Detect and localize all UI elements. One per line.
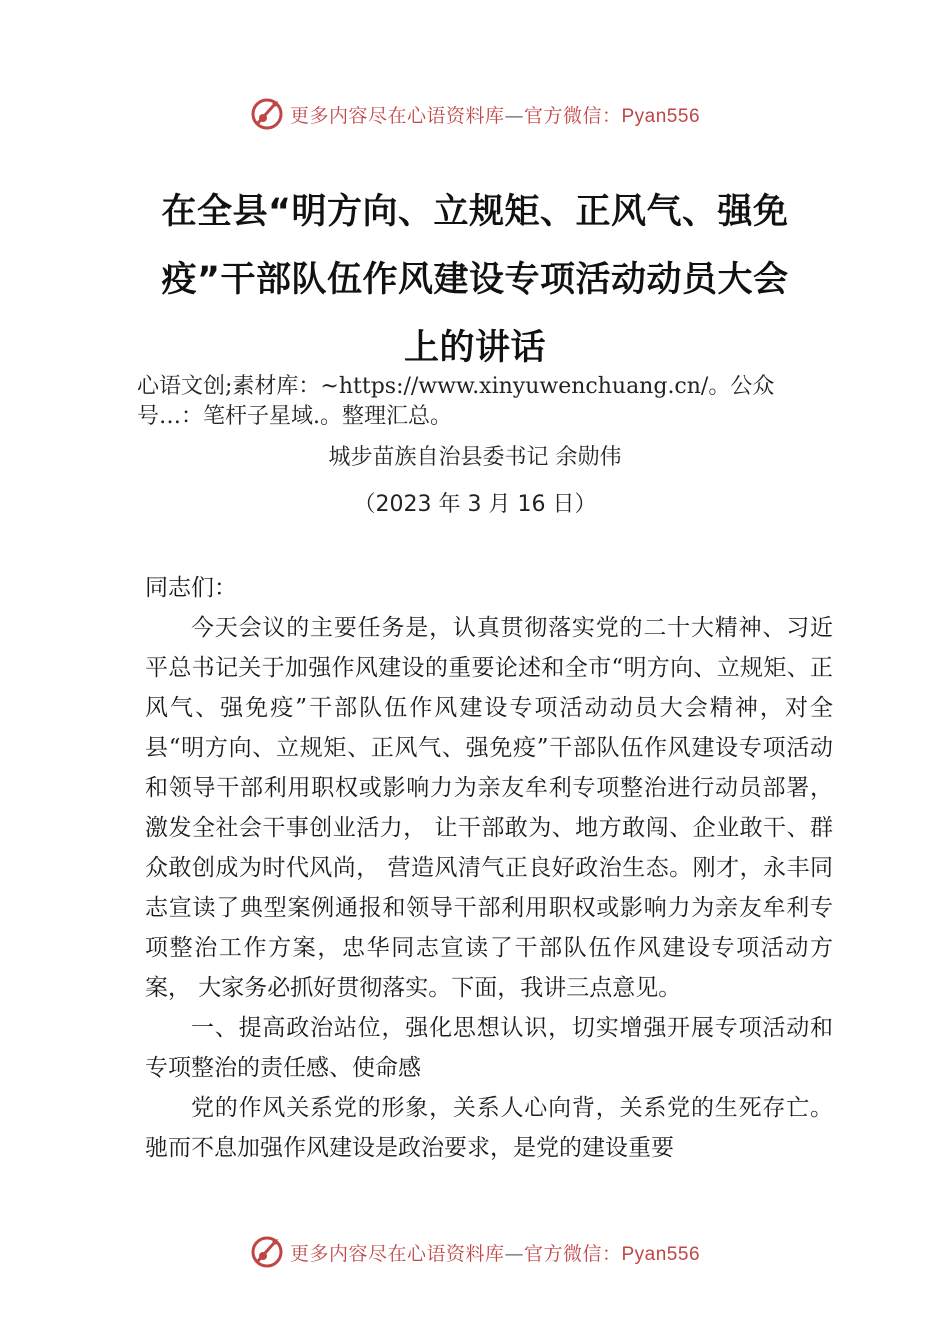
watermark-wechat-label: 官方微信： bbox=[523, 104, 622, 127]
watermark-main: 更多内容尽在心语资料库 bbox=[289, 104, 505, 127]
source-note: 心语文创;素材库：~https://www.xinyuwenchuang.cn/。公众号…：笔杆子星域.。整理汇总。 bbox=[137, 374, 775, 429]
header-watermark bbox=[0, 92, 950, 136]
watermark-wechat-id: Pyan556 bbox=[621, 105, 701, 127]
section-heading-1: 一、提高政治站位，强化思想认识，切实增强开展专项活动和专项整治的责任感、使命感 bbox=[145, 1015, 833, 1081]
paragraph-2: 党的作风关系党的形象，关系人心向背，关系党的生死存亡。驰而不息加强作风建设是政治要求，是党的建设重要 bbox=[145, 1095, 833, 1161]
watermark-wechat-label: 官方微信： bbox=[523, 1242, 622, 1265]
watermark-separator: — bbox=[504, 104, 524, 127]
author-line: 城步苗族自治县委书记 余勋伟 bbox=[328, 445, 622, 470]
paragraph-1: 今天会议的主要任务是，认真贯彻落实党的二十大精神、习近平总书记关于加强作风建设的重要论述和全市“明方向、立规矩、正风气、强免疫”干部队伍作风建设专项活动动员大会精神，对全县“明方向、立规矩、正风气、强免疫”干部队伍作风建设专项活动和领导干部利用职权或影响力为亲友牟利专项整治进行动员部署，激发全社会干事创业活力， 让干部敢为、地方敢闯、企业敢干、群众敢创成为时代风尚， 营造风清气正良好政治生态。刚才，永丰同志宣读了典型案例通报和领导干部利用职权或影响力为亲友牟利专项整治工作方案，忠华同志宣读了干部队伍作风建设专项活动方案， 大家务必抓好贯彻落实。下面，我讲三点意见。 bbox=[145, 615, 833, 1001]
watermark-main: 更多内容尽在心语资料库 bbox=[289, 1242, 505, 1265]
footer-watermark bbox=[0, 1230, 950, 1274]
date-line: （2023 年 3 月 16 日） bbox=[353, 492, 597, 517]
watermark-wechat-id: Pyan556 bbox=[621, 1243, 701, 1265]
brush-logo-icon bbox=[250, 97, 284, 131]
salutation: 同志们： bbox=[145, 575, 237, 601]
watermark-separator: — bbox=[504, 1242, 524, 1265]
watermark-text bbox=[290, 101, 700, 128]
speech-body bbox=[145, 568, 833, 1168]
document-title: 在全县“明方向、立规矩、正风气、强免疫”干部队伍作风建设专项活动动员大会上的讲话 bbox=[161, 192, 789, 368]
brush-logo-icon bbox=[250, 1235, 284, 1269]
watermark-text bbox=[290, 1239, 700, 1266]
